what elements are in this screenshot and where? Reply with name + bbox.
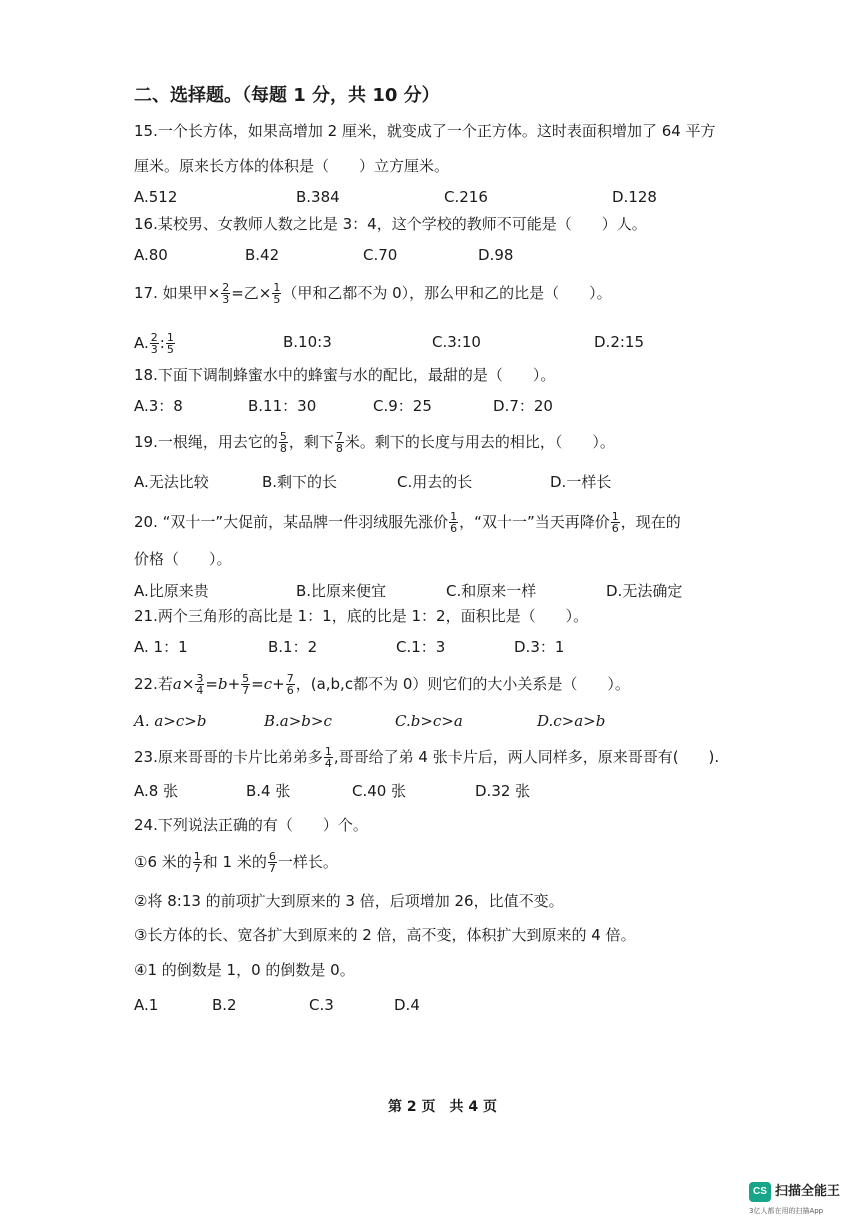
q21-option-a: A. 1：1 xyxy=(134,638,188,656)
q20-fraction-2 xyxy=(611,511,620,534)
q23-suffix: ,哥哥给了弟 4 张卡片后，两人同样多，原来哥哥有( ). xyxy=(333,748,720,766)
q22-suffix: ，(a,b,c都不为 0）则它们的大小关系是（ ）。 xyxy=(295,675,630,693)
q15-option-a: A.512 xyxy=(134,188,178,206)
q24-s1-f2-numerator: 6 xyxy=(268,850,276,863)
section-title: 二、选择题。（每题 1 分，共 10 分） xyxy=(134,85,440,106)
q20-option-d: D.无法确定 xyxy=(606,582,683,600)
q17-f2-denominator: 5 xyxy=(273,293,281,306)
q16-option-b: B.42 xyxy=(245,246,280,264)
q22-f3-denominator: 6 xyxy=(286,684,294,697)
question-20-line1 xyxy=(134,511,681,534)
q21-option-b: B.1：2 xyxy=(268,638,318,656)
q22-f3-numerator: 7 xyxy=(286,672,294,685)
q22-var-b: b xyxy=(217,675,228,693)
q23-f1-numerator: 1 xyxy=(324,745,332,758)
q22-var-c: c xyxy=(263,675,273,693)
q20-suffix: ，现在的 xyxy=(620,513,681,531)
question-17 xyxy=(134,282,612,305)
q22-option-b: B.a>b>c xyxy=(264,712,332,730)
q22-f1-denominator: 4 xyxy=(196,684,204,697)
q19-option-c: C.用去的长 xyxy=(397,473,473,491)
question-18: 18.下面下调制蜂蜜水中的蜂蜜与水的配比，最甜的是（ ）。 xyxy=(134,366,556,384)
q24-statement-2: ②将 8:13 的前项扩大到原来的 3 倍，后项增加 26，比值不变。 xyxy=(134,892,564,910)
q17-optA-f1-denominator: 3 xyxy=(150,343,158,356)
q17-option-a-fraction-1 xyxy=(150,332,159,355)
q22-f2-numerator: 5 xyxy=(242,672,250,685)
q24-s1-fraction-2 xyxy=(268,851,277,874)
q19-prefix: 19.一根绳，用去它的 xyxy=(134,433,278,451)
q22-fraction-2 xyxy=(241,673,250,696)
q17-option-a-prefix: A. xyxy=(134,334,149,352)
question-23 xyxy=(134,746,719,769)
q22-plus-2: + xyxy=(272,675,285,693)
q22-times: × xyxy=(181,675,195,693)
q19-option-a: A.无法比较 xyxy=(134,473,209,491)
brand-tagline: 3亿人都在用的扫描App xyxy=(749,1207,824,1215)
q18-option-b: B.11：30 xyxy=(248,397,317,415)
q24-option-b: B.2 xyxy=(212,996,237,1014)
q24-statement-1 xyxy=(134,851,338,874)
q17-optA-f2-numerator: 1 xyxy=(166,331,174,344)
q20-f2-denominator: 6 xyxy=(611,522,619,535)
q24-s1-f1-denominator: 7 xyxy=(193,862,201,875)
q20-f1-denominator: 6 xyxy=(450,522,458,535)
q24-s1-f1-numerator: 1 xyxy=(193,850,201,863)
q16-option-d: D.98 xyxy=(478,246,514,264)
q19-fraction-2 xyxy=(335,431,344,454)
question-24: 24.下列说法正确的有（ ）个。 xyxy=(134,816,368,834)
q16-option-c: C.70 xyxy=(363,246,398,264)
q17-option-a xyxy=(134,332,176,355)
q17-optA-f1-numerator: 2 xyxy=(150,331,158,344)
q19-option-d: D.一样长 xyxy=(550,473,612,491)
q17-f2-numerator: 1 xyxy=(273,281,281,294)
q17-optA-f2-denominator: 5 xyxy=(166,343,174,356)
q24-s1-f2-denominator: 7 xyxy=(268,862,276,875)
q22-option-c: C.b>c>a xyxy=(395,712,463,730)
q19-f2-numerator: 7 xyxy=(335,430,343,443)
q15-option-c: C.216 xyxy=(444,188,488,206)
q19-f2-denominator: 8 xyxy=(335,442,343,455)
q22-prefix: 22.若 xyxy=(134,675,173,693)
q24-s1-mid: 和 1 米的 xyxy=(202,853,267,871)
q22-option-a: A. a>c>b xyxy=(134,712,207,730)
question-20-line2: 价格（ ）。 xyxy=(134,550,232,568)
q24-s1-fraction-1 xyxy=(193,851,202,874)
q23-f1-denominator: 4 xyxy=(324,757,332,770)
q22-fraction-1 xyxy=(195,673,204,696)
q18-option-d: D.7：20 xyxy=(493,397,553,415)
q20-option-a: A.比原来贵 xyxy=(134,582,209,600)
q22-option-d: D.c>a>b xyxy=(537,712,606,730)
q18-option-a: A.3：8 xyxy=(134,397,183,415)
q22-equals-1: = xyxy=(205,675,218,693)
q19-mid: ，剩下 xyxy=(288,433,334,451)
q17-fraction-2 xyxy=(272,282,281,305)
q24-option-c: C.3 xyxy=(309,996,334,1014)
q24-statement-4: ④1 的倒数是 1，0 的倒数是 0。 xyxy=(134,961,355,979)
q17-option-d: D.2:15 xyxy=(594,333,645,351)
q17-option-b: B.10:3 xyxy=(283,333,332,351)
q22-plus-1: + xyxy=(227,675,241,693)
q19-suffix: 米。剩下的长度与用去的相比，（ ）。 xyxy=(344,433,615,451)
q23-option-d: D.32 张 xyxy=(475,782,531,800)
q18-option-c: C.9：25 xyxy=(373,397,432,415)
q23-prefix: 23.原来哥哥的卡片比弟弟多 xyxy=(134,748,323,766)
q17-suffix: （甲和乙都不为 0），那么甲和乙的比是（ ）。 xyxy=(282,284,612,302)
q22-var-a: a xyxy=(172,675,182,693)
q17-prefix: 17. 如果甲× xyxy=(134,284,221,302)
question-16: 16.某校男、女教师人数之比是 3：4，这个学校的教师不可能是（ ）人。 xyxy=(134,215,647,233)
q21-option-d: D.3：1 xyxy=(514,638,565,656)
page-number: 第 2 页 共 4 页 xyxy=(388,1099,497,1115)
q23-fraction-1 xyxy=(324,746,333,769)
question-19 xyxy=(134,431,615,454)
camscanner-logo-icon: CS xyxy=(749,1182,771,1202)
q20-mid: ，“双十一”当天再降价 xyxy=(459,513,610,531)
brand-name: 扫描全能王 xyxy=(775,1184,841,1199)
q17-f1-numerator: 2 xyxy=(222,281,230,294)
q17-fraction-1 xyxy=(221,282,230,305)
q17-mid: =乙× xyxy=(231,284,272,302)
q22-f2-denominator: 7 xyxy=(242,684,250,697)
q19-option-b: B.剩下的长 xyxy=(262,473,338,491)
question-21: 21.两个三角形的高比是 1：1，底的比是 1：2，面积比是（ ）。 xyxy=(134,607,589,625)
q24-option-d: D.4 xyxy=(394,996,420,1014)
q20-option-b: B.比原来便宜 xyxy=(296,582,387,600)
q17-option-c: C.3:10 xyxy=(432,333,481,351)
q19-fraction-1 xyxy=(279,431,288,454)
q24-s1-suffix: 一样长。 xyxy=(277,853,338,871)
q22-equals-2: = xyxy=(251,675,264,693)
q22-fraction-3 xyxy=(286,673,295,696)
q23-option-a: A.8 张 xyxy=(134,782,179,800)
q19-f1-numerator: 5 xyxy=(279,430,287,443)
q24-option-a: A.1 xyxy=(134,996,159,1014)
q17-option-a-separator: : xyxy=(159,334,165,352)
q20-f1-numerator: 1 xyxy=(450,510,458,523)
q20-f2-numerator: 1 xyxy=(611,510,619,523)
q24-statement-3: ③长方体的长、宽各扩大到原来的 2 倍，高不变，体积扩大到原来的 4 倍。 xyxy=(134,926,636,944)
q19-f1-denominator: 8 xyxy=(279,442,287,455)
scanner-watermark xyxy=(749,1180,861,1220)
q15-option-b: B.384 xyxy=(296,188,340,206)
question-22 xyxy=(134,673,630,696)
q23-option-c: C.40 张 xyxy=(352,782,407,800)
q17-f1-denominator: 3 xyxy=(222,293,230,306)
q16-option-a: A.80 xyxy=(134,246,168,264)
q21-option-c: C.1：3 xyxy=(396,638,446,656)
q20-option-c: C.和原来一样 xyxy=(446,582,537,600)
q15-option-d: D.128 xyxy=(612,188,657,206)
q20-prefix: 20. “双十一”大促前，某品牌一件羽绒服先涨价 xyxy=(134,513,449,531)
q20-fraction-1 xyxy=(449,511,458,534)
q23-option-b: B.4 张 xyxy=(246,782,291,800)
q17-option-a-fraction-2 xyxy=(166,332,175,355)
question-15-line1: 15.一个长方体，如果高增加 2 厘米，就变成了一个正方体。这时表面积增加了 64 平方 xyxy=(134,122,716,140)
question-15-line2: 厘米。原来长方体的体积是（ ）立方厘米。 xyxy=(134,157,450,175)
q24-s1-prefix: ①6 米的 xyxy=(134,853,192,871)
q22-f1-numerator: 3 xyxy=(196,672,204,685)
